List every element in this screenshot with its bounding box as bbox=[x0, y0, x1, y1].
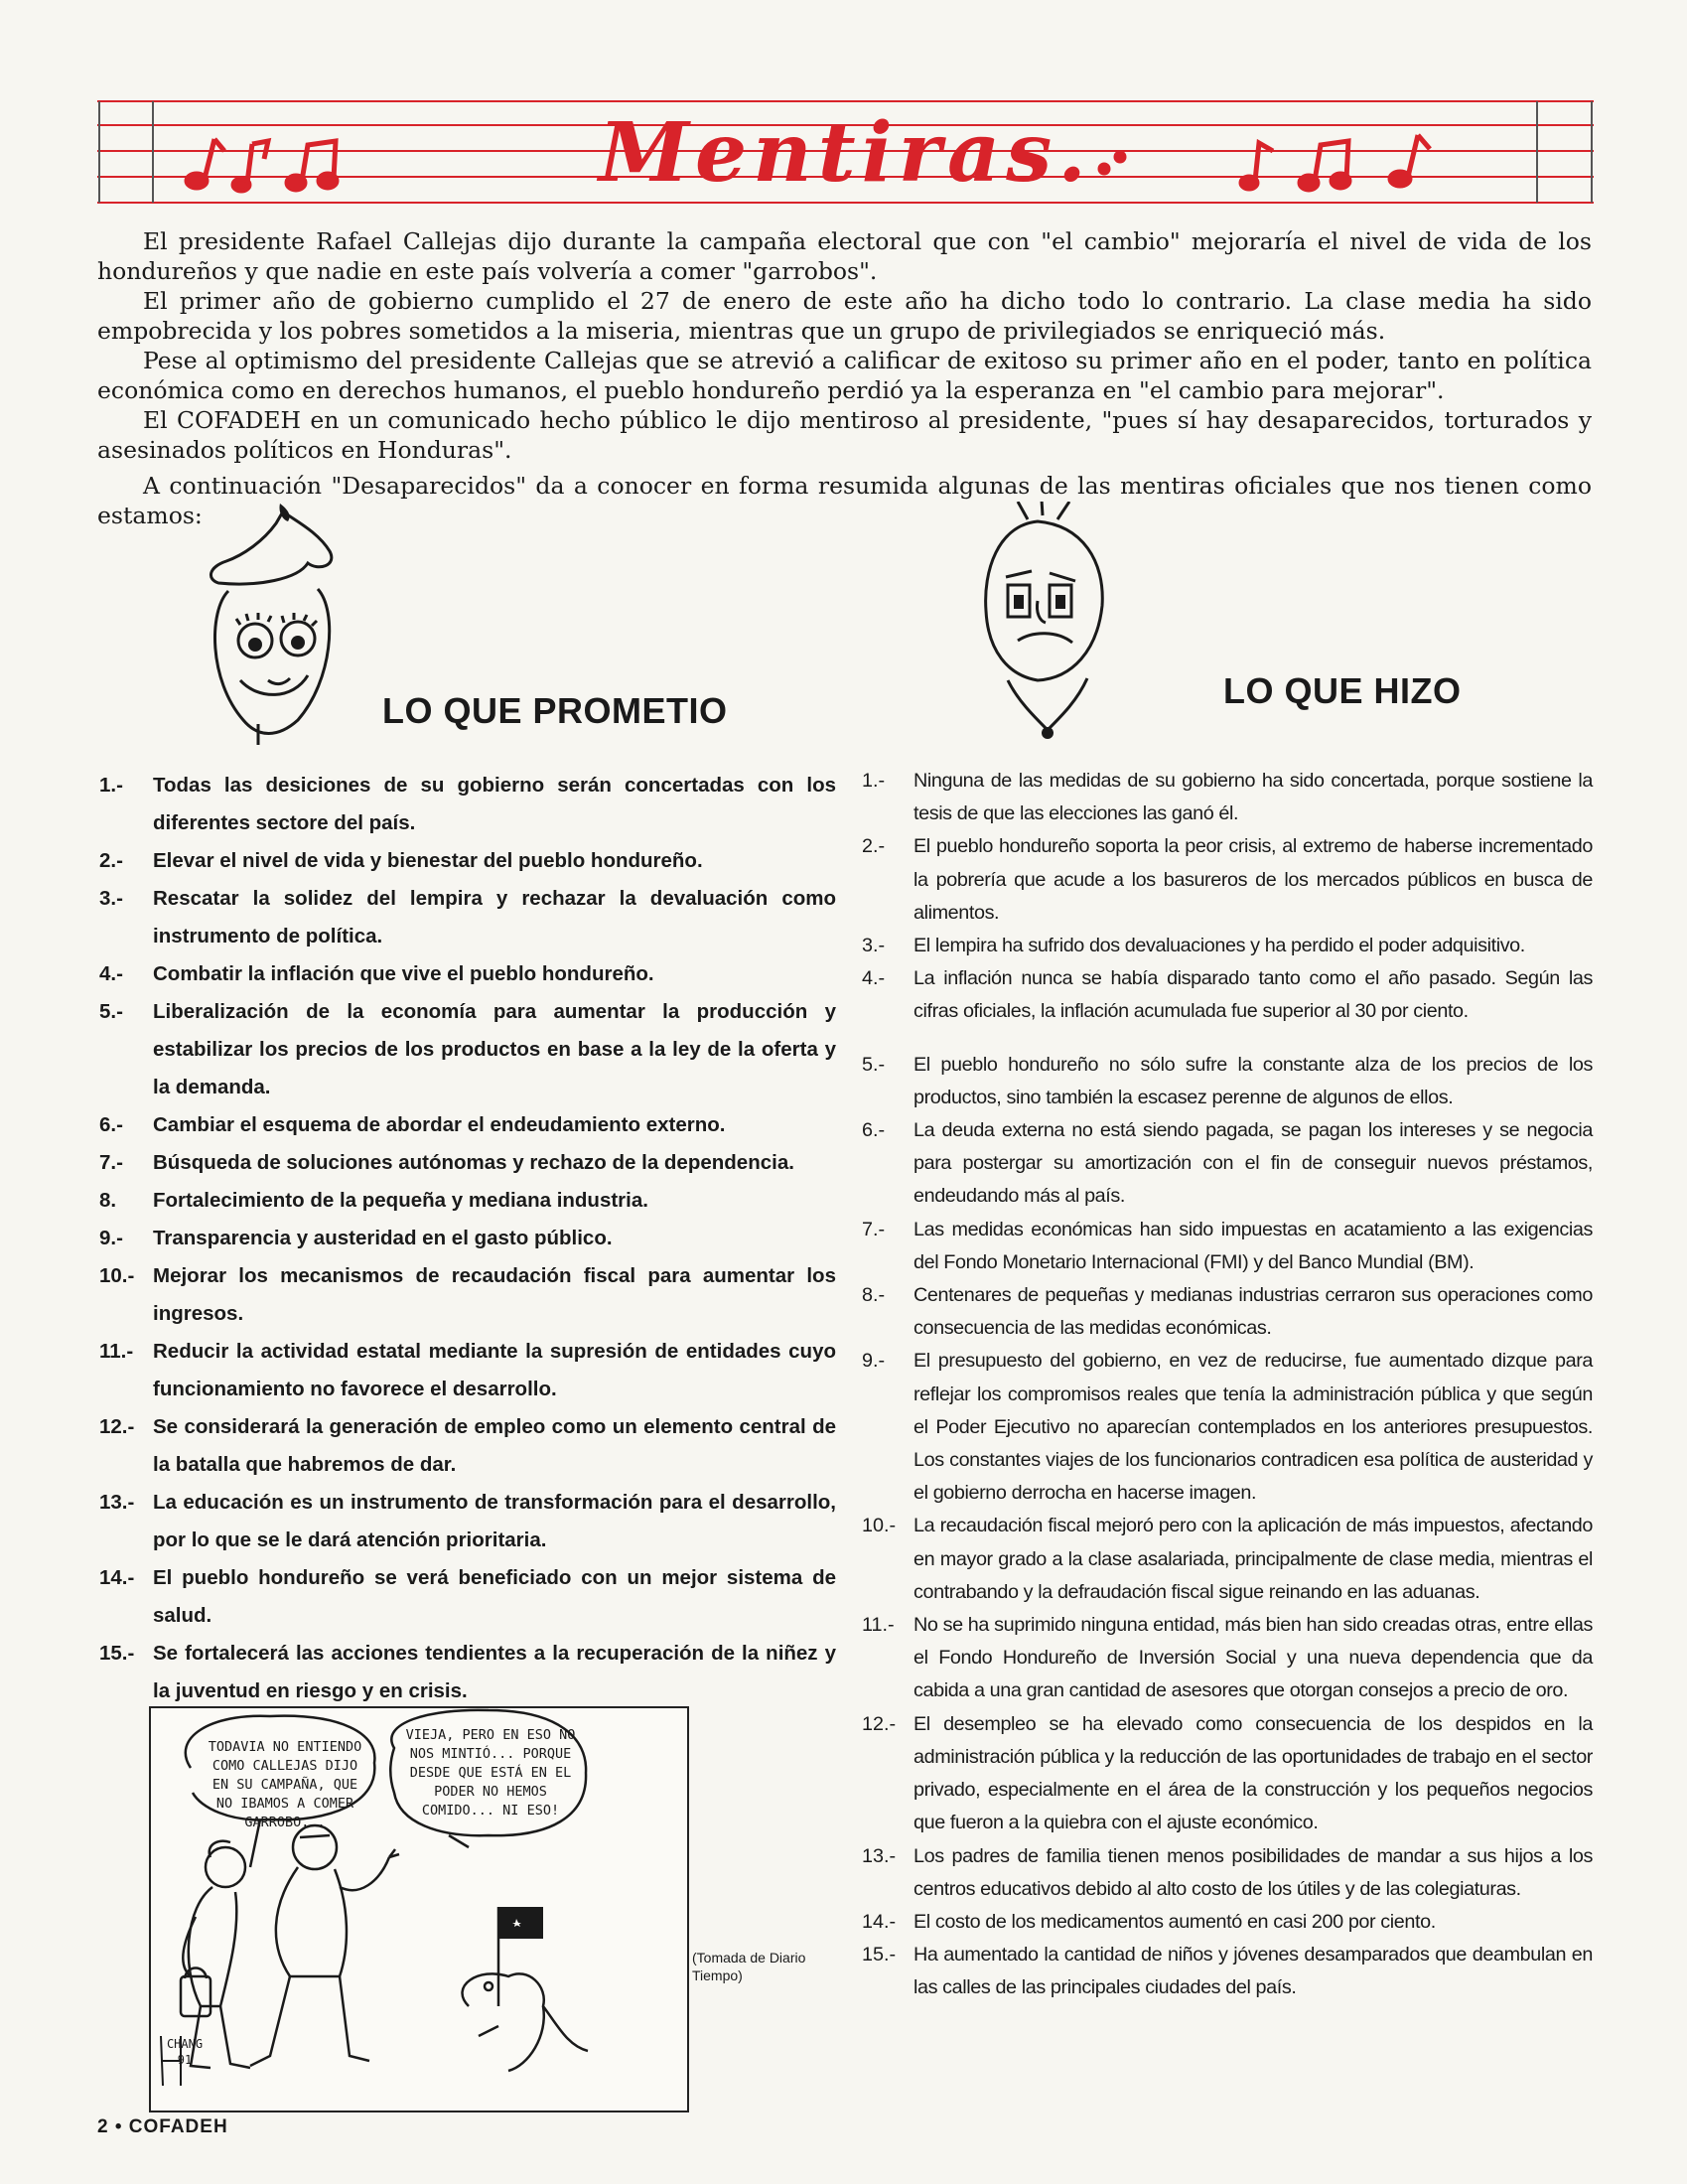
item-number: 3.- bbox=[862, 935, 886, 957]
intro-paragraph: El COFADEH en un comunicado hecho público le dijo mentiroso al presidente, "pues sí hay desaparecidos, torturados y asesinados políticos en Honduras". bbox=[97, 406, 1592, 464]
item-number: 10.- bbox=[862, 1515, 897, 1537]
list-item bbox=[99, 1559, 836, 1635]
title-banner bbox=[97, 99, 1594, 209]
item-number: 12.- bbox=[862, 1712, 897, 1735]
list-item bbox=[99, 1635, 836, 1710]
list-item bbox=[862, 962, 1593, 1028]
smiling-face-icon bbox=[189, 502, 357, 745]
list-item bbox=[99, 1484, 836, 1559]
item-number: 15.- bbox=[862, 1944, 897, 1966]
list-item bbox=[99, 880, 836, 955]
item-number: 14.- bbox=[99, 1566, 135, 1589]
list-item bbox=[99, 1333, 836, 1408]
item-text: La recaudación fiscal mejoró pero con la aplicación de más impuestos, afectando en mayor grado a la clase asalariada, principalmente de clase media, mientras el contrabando y la defraudación fiscal sigue reinando en las aduanas. bbox=[914, 1515, 1593, 1603]
list-item bbox=[99, 767, 836, 842]
page-footer: 2 • COFADEH bbox=[97, 2116, 228, 2137]
list-item bbox=[862, 830, 1593, 930]
item-text: El costo de los medicamentos aumentó en casi 200 por ciento. bbox=[914, 1910, 1436, 1933]
item-text: Fortalecimiento de la pequeña y mediana industria. bbox=[153, 1189, 648, 1212]
list-item bbox=[862, 1114, 1593, 1214]
item-number: 12.- bbox=[99, 1415, 135, 1438]
actions-list bbox=[862, 765, 1593, 2005]
item-number: 7.- bbox=[99, 1151, 123, 1174]
item-number: 6.- bbox=[862, 1119, 886, 1142]
item-number: 11.- bbox=[862, 1614, 895, 1637]
list-item bbox=[862, 1345, 1593, 1510]
list-item bbox=[862, 1049, 1593, 1114]
list-item bbox=[99, 1257, 836, 1333]
bubble-line: TODAVIA NO ENTIENDO bbox=[208, 1739, 362, 1755]
item-text: No se ha suprimido ninguna entidad, más bien han sido creadas otras, entre ellas el Fondo Hondureño de Inversión Social y una nueva dependencia que da cabida a una gran cantidad de asesores que otorgan consejos a precio de oro. bbox=[914, 1614, 1593, 1702]
bubble-line: COMO CALLEJAS DIJO bbox=[211, 1758, 358, 1774]
item-text: El pueblo hondureño se verá beneficiado con un mejor sistema de salud. bbox=[153, 1566, 836, 1627]
item-text: El pueblo hondureño soporta la peor crisis, al extremo de haberse incrementado la pobrería que acude a los basureros de los mercados públicos en busca de alimentos. bbox=[914, 835, 1593, 924]
intro-text bbox=[97, 226, 1592, 530]
intro-paragraph: El presidente Rafael Callejas dijo durante la campaña electoral que con "el cambio" mejoraría el nivel de vida de los hondureños y que nadie en este país volvería a comer "garrobos". bbox=[97, 227, 1592, 285]
item-number: 9.- bbox=[99, 1227, 123, 1249]
list-item bbox=[862, 1906, 1593, 1939]
did-heading: LO QUE HIZO bbox=[1223, 670, 1462, 711]
item-number: 1.- bbox=[99, 774, 123, 797]
page-title: Mentiras. bbox=[599, 105, 1092, 201]
item-number: 4.- bbox=[862, 967, 886, 990]
cartoon-signature bbox=[155, 2036, 214, 2068]
item-text: La educación es un instrumento de transformación para el desarrollo, por lo que se le dará atención prioritaria. bbox=[153, 1491, 836, 1551]
bubble-line: NOS MINTIÓ... PORQUE bbox=[409, 1746, 572, 1762]
item-text: El desempleo se ha elevado como consecuencia de los despidos en la administración pública y la reducción de las oportunidades de trabajo en el sector privado, especialmente en el área de la construcción y los pequeños negocios que fueron a la quiebra con el ajuste económico. bbox=[914, 1712, 1593, 1834]
item-text: La inflación nunca se había disparado tanto como el año pasado. Según las cifras oficiales, la inflación acumulada fue superior al 30 por ciento. bbox=[914, 967, 1593, 1023]
promises-list bbox=[99, 767, 836, 1710]
signature-line: 91 bbox=[177, 2053, 193, 2067]
list-item bbox=[862, 765, 1593, 830]
list-item bbox=[862, 1840, 1593, 1906]
item-text: Se fortalecerá las acciones tendientes a la recuperación de la niñez y la juventud en riesgo y en crisis. bbox=[153, 1642, 836, 1702]
item-text: Se considerará la generación de empleo como un elemento central de la batalla que habremos de dar. bbox=[153, 1415, 836, 1476]
item-text: Las medidas económicas han sido impuestas en acatamiento a las exigencias del Fondo Monetario Internacional (FMI) y del Banco Mundial (BM). bbox=[914, 1218, 1593, 1273]
intro-paragraph: Pese al optimismo del presidente Callejas que se atrevió a calificar de exitoso su primer año en el poder, tanto en política económica como en derechos humanos, el pueblo hondureño perdió ya la esperanza en "el cambio para mejorar". bbox=[97, 347, 1592, 404]
bubble-line: GARROBO... bbox=[244, 1815, 326, 1830]
list-item bbox=[862, 1708, 1593, 1840]
item-number: 1.- bbox=[862, 770, 886, 792]
item-number: 3.- bbox=[99, 887, 123, 910]
signature-line: CHANG bbox=[166, 2037, 204, 2051]
worried-face-icon bbox=[978, 502, 1117, 745]
left-speech-bubble bbox=[201, 1738, 369, 1832]
list-item bbox=[99, 1106, 836, 1144]
list-item bbox=[99, 1408, 836, 1484]
item-number: 10.- bbox=[99, 1264, 135, 1287]
item-number: 4.- bbox=[99, 962, 123, 985]
list-item bbox=[862, 1939, 1593, 2004]
bubble-line: NO IBAMOS A COMER bbox=[215, 1796, 354, 1812]
list-item bbox=[862, 930, 1593, 962]
item-number: 8. bbox=[99, 1189, 117, 1212]
item-text: Todas las desiciones de su gobierno serán concertadas con los diferentes sectore del país. bbox=[153, 774, 836, 834]
item-text: Ninguna de las medidas de su gobierno ha sido concertada, porque sostiene la tesis de que las elecciones las ganó él. bbox=[914, 770, 1593, 825]
item-text: El lempira ha sufrido dos devaluaciones y ha perdido el poder adquisitivo. bbox=[914, 935, 1525, 957]
right-speech-bubble bbox=[401, 1726, 580, 1820]
bubble-line: COMIDO... NI ESO! bbox=[421, 1803, 560, 1819]
item-number: 2.- bbox=[862, 835, 886, 858]
list-item bbox=[99, 1220, 836, 1257]
spacer bbox=[862, 1029, 1593, 1049]
item-text: Combatir la inflación que vive el pueblo hondureño. bbox=[153, 962, 654, 985]
item-text: El presupuesto del gobierno, en vez de reducirse, fue aumentado dizque para reflejar los compromisos reales que tenía la administración pública y que según el Poder Ejecutivo no aparecían contemplados en los anteriores presupuestos. Los constantes viajes de los funcionarios contradicen esa política de austeridad y el gobierno derrocha en hacerse imagen. bbox=[914, 1350, 1593, 1505]
item-text: Los padres de familia tienen menos posibilidades de mandar a sus hijos a los centros educativos debido al alto costo de los útiles y de las colegiaturas. bbox=[914, 1844, 1593, 1900]
item-number: 6.- bbox=[99, 1113, 123, 1136]
list-item bbox=[862, 1510, 1593, 1609]
list-item bbox=[99, 842, 836, 880]
item-number: 11.- bbox=[99, 1340, 134, 1363]
item-number: 2.- bbox=[99, 849, 123, 872]
item-number: 8.- bbox=[862, 1284, 886, 1307]
intro-paragraph: A continuación "Desaparecidos" da a conocer en forma resumida algunas de las mentiras oficiales que nos tienen como estamos: bbox=[97, 472, 1592, 529]
item-number: 13.- bbox=[99, 1491, 135, 1514]
list-item bbox=[862, 1214, 1593, 1279]
item-number: 9.- bbox=[862, 1350, 886, 1373]
bubble-line: VIEJA, PERO EN ESO NO bbox=[405, 1727, 576, 1743]
item-text: Rescatar la solidez del lempira y rechazar la devaluación como instrumento de política. bbox=[153, 887, 836, 947]
editorial-cartoon bbox=[149, 1706, 689, 2112]
item-number: 7.- bbox=[862, 1218, 886, 1240]
item-number: 5.- bbox=[99, 1000, 123, 1023]
bubble-line: PODER NO HEMOS bbox=[434, 1784, 547, 1800]
list-item bbox=[99, 1144, 836, 1182]
item-text: Liberalización de la economía para aumentar la producción y estabilizar los precios de los productos en base a la ley de la oferta y la demanda. bbox=[153, 1000, 836, 1098]
list-item bbox=[99, 993, 836, 1106]
item-number: 5.- bbox=[862, 1053, 886, 1076]
item-number: 14.- bbox=[862, 1910, 897, 1933]
item-text: Reducir la actividad estatal mediante la supresión de entidades cuyo funcionamiento no favorece el desarrollo. bbox=[153, 1340, 836, 1400]
bubble-line: DESDE QUE ESTÁ EN EL bbox=[409, 1765, 572, 1781]
list-item bbox=[862, 1609, 1593, 1708]
item-number: 15.- bbox=[99, 1642, 135, 1665]
list-item bbox=[99, 955, 836, 993]
item-text: Cambiar el esquema de abordar el endeudamiento externo. bbox=[153, 1113, 726, 1136]
bubble-line: EN SU CAMPAÑA, QUE bbox=[211, 1777, 358, 1793]
promised-heading: LO QUE PROMETIO bbox=[382, 690, 728, 731]
intro-paragraph: El primer año de gobierno cumplido el 27 de enero de este año ha dicho todo lo contrario. La clase media ha sido empobrecida y los pobres sometidos a la miseria, mientras que un grupo de privilegiados se enriqueció más. bbox=[97, 287, 1592, 345]
item-text: Centenares de pequeñas y medianas industrias cerraron sus operaciones como consecuencia de las medidas económicas. bbox=[914, 1284, 1593, 1340]
item-text: Ha aumentado la cantidad de niños y jóvenes desamparados que deambulan en las calles de las principales ciudades del país. bbox=[914, 1944, 1593, 1999]
item-text: Mejorar los mecanismos de recaudación fiscal para aumentar los ingresos. bbox=[153, 1264, 836, 1325]
cartoon-caption: (Tomada de Diario Tiempo) bbox=[692, 1950, 806, 1983]
item-text: La deuda externa no está siendo pagada, se pagan los intereses y se negocia para postergar su amortización con el fin de conseguir nuevos préstamos, endeudando más al país. bbox=[914, 1119, 1593, 1208]
item-number: 13.- bbox=[862, 1844, 897, 1867]
list-item bbox=[862, 1279, 1593, 1345]
item-text: Transparencia y austeridad en el gasto público. bbox=[153, 1227, 613, 1249]
item-text: Búsqueda de soluciones autónomas y rechazo de la dependencia. bbox=[153, 1151, 794, 1174]
list-item bbox=[99, 1182, 836, 1220]
item-text: Elevar el nivel de vida y bienestar del pueblo hondureño. bbox=[153, 849, 703, 872]
item-text: El pueblo hondureño no sólo sufre la constante alza de los precios de los productos, sino también la escasez perenne de algunos de ellos. bbox=[914, 1053, 1593, 1108]
